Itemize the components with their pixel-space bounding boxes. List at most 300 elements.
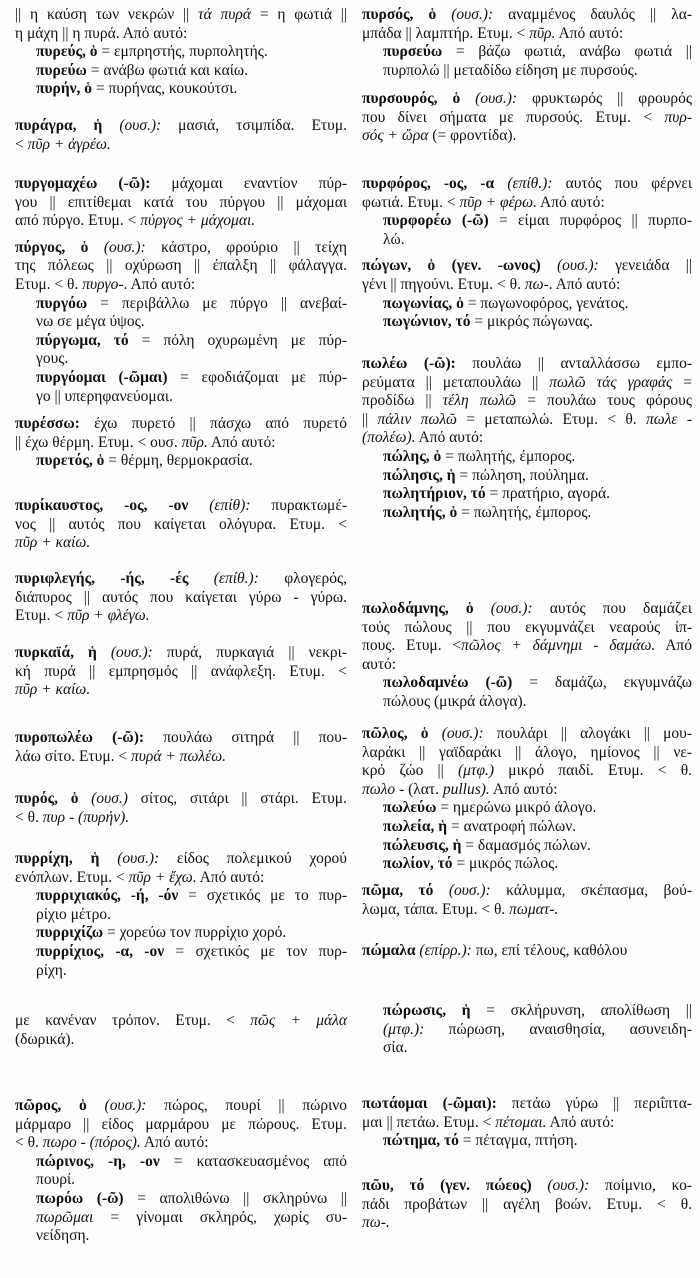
italic-text: (ουσ.): [473, 600, 533, 617]
headword: πυρήν, ὁ [36, 80, 93, 98]
italic-text: πῦρ. [181, 433, 208, 451]
derivative-entry [15, 1153, 347, 1190]
text-line [15, 790, 347, 809]
definition-text: της πόλεως || οχύρωση || έπαλξη || φάλαγγα. [15, 257, 347, 275]
definition-text: που δίνει σήματα με πυρσούς. Ετυμ. < [362, 108, 665, 126]
italic-text: σός + ὤρα [362, 127, 429, 145]
definition-text: μάρμαρο || είδος μαρμάρου με πώρους. Ετυμ. [15, 1115, 347, 1133]
text-line [15, 1134, 347, 1153]
text-line [362, 392, 692, 411]
definition-text: = μεταπωλώ. Ετυμ. < θ. [457, 410, 646, 428]
derivative-entry [15, 452, 347, 471]
definition-text: Από αυτό: [536, 193, 605, 211]
definition-text: γενειάδα || [598, 257, 693, 275]
dictionary-entry [362, 600, 692, 712]
italic-text: (ουσ.): [460, 90, 518, 107]
text-line [383, 1132, 692, 1151]
definition-text: πυρά, πυρκαγιά || νεκρι- [152, 644, 348, 661]
definition-text: = θέρμη, θερμοκρασία. [104, 452, 253, 470]
headword: πωτάομαι (-ῶμαι): [362, 1095, 497, 1112]
italic-text: πῦρ + ἀγρέω. [27, 135, 111, 153]
text-line [362, 276, 692, 295]
definition-text: μασιά, τσιμπίδα. Ετυμ. [161, 117, 348, 134]
definition-text: = πωλητής, έμπορος. [457, 503, 592, 521]
text-line [36, 369, 347, 388]
definition-text: φωτιά. Ετυμ. < [362, 193, 460, 211]
definition-text: Από [655, 637, 692, 655]
headword: πυροπωλέω (-ῶ): [15, 729, 145, 746]
text-line [36, 332, 347, 351]
headword: πυρκαϊά, ἡ [15, 644, 97, 661]
text-line [36, 887, 347, 906]
dictionary-entry [15, 570, 347, 626]
text-line [36, 388, 347, 407]
headword: πυρσουρός, ὁ [362, 90, 461, 107]
definition-text: = μικρός πώγωνας. [470, 313, 593, 331]
text-line [15, 239, 347, 258]
headword: πώλης, ὁ [383, 447, 442, 465]
headword: πῶλος, ὁ [362, 725, 429, 742]
italic-text: πῦρ + ἔχω. [128, 868, 197, 886]
text-line [362, 194, 692, 213]
definition-text: < θ. [15, 1134, 43, 1152]
definition-text: = μικρός πώλος. [452, 855, 559, 873]
text-line [15, 175, 347, 194]
text-line [362, 429, 692, 448]
definition-text: πώρος, πουρί || πώρινο [146, 1097, 348, 1114]
derivative-entry [15, 295, 347, 332]
definition-text: Ετυμ. < θ. [15, 275, 83, 293]
italic-text: πῶλος + δάμνημι - δαμάω. [461, 637, 656, 655]
definition-text: Από αυτό: [140, 1134, 209, 1152]
text-line [15, 748, 347, 767]
text-line [383, 799, 692, 818]
italic-text: (ουσ.): [433, 882, 491, 899]
definition-text: από πύργο. Ετυμ. < [15, 212, 141, 230]
definition-text: γο || υπερηφανεύομαι. [36, 387, 173, 405]
headword: πυρεύς, ὁ [36, 43, 98, 61]
definition-text: Από αυτό: [415, 429, 484, 447]
definition-text: νείδηση. [36, 1227, 90, 1245]
definition-text: = κατασκευασμένος από [159, 1152, 348, 1170]
definition-text: μάχομαι εναντίον πύρ- [150, 175, 347, 192]
definition-text: πουρί. [36, 1171, 76, 1189]
headword: πωλεία, ἡ [383, 817, 448, 835]
definition-text: = σχετικός με το πυρ- [178, 887, 347, 905]
dictionary-entry [362, 942, 692, 961]
italic-text: (ουσ.) [78, 790, 128, 807]
headword: πωλητήριον, τό [383, 485, 486, 503]
text-line [383, 1002, 692, 1021]
definition-text: αυτός που φέρνει [552, 175, 692, 192]
headword: πυρφόρος, -ος, -α [362, 175, 495, 192]
definition-text: σία. [383, 1039, 408, 1057]
italic-text: (ουσ.): [428, 725, 484, 742]
definition-text: πω, επί τέλους, καθόλου [471, 942, 628, 959]
text-line [383, 837, 692, 856]
text-line [15, 1012, 347, 1031]
text-line [15, 589, 347, 608]
text-line [383, 855, 692, 874]
definition-text: πυρπολώ || μεταδίδω είδηση με πυρσούς. [383, 61, 638, 79]
headword: πώμαλα [362, 942, 416, 959]
italic-text: πωρο - (πόρος). [42, 1134, 141, 1152]
text-line [362, 619, 692, 638]
definition-text: < θ. [15, 808, 43, 826]
italic-text: (ουσ.): [102, 117, 162, 134]
text-line [383, 212, 692, 231]
text-line [362, 374, 692, 393]
text-line [36, 906, 347, 925]
text-line [362, 637, 692, 656]
text-line [15, 516, 347, 535]
definition-text: = πόλη οχυρωμένη με πύρ- [128, 331, 347, 349]
text-line [15, 194, 347, 213]
headword: πώρωσις, ἡ [383, 1002, 471, 1019]
text-line [383, 693, 692, 712]
definition-text: κάστρο, φρούριο || τείχη [145, 238, 347, 256]
definition-text: είδος πολεμικού χορού [159, 850, 347, 867]
text-line [362, 744, 692, 763]
definition-text: γους. [36, 350, 69, 368]
definition-text: αυτός που δαμάζει [532, 600, 693, 617]
text-line [36, 1227, 347, 1246]
headword: πώλευσις, ἡ [383, 836, 462, 854]
italic-text: πῦρ + φλέγω. [67, 607, 150, 625]
headword: πώγων, ὁ (γεν. -ωνος) [362, 257, 541, 275]
dictionary-entry [362, 1095, 692, 1151]
definition-text: πους. Ετυμ. < [362, 637, 462, 655]
definition-text: = απολιθώνω || σκληρύνω || [123, 1189, 347, 1207]
text-line [362, 942, 692, 961]
italic-text: πῶς + μάλα [250, 1012, 347, 1029]
headword: πυρέσσω: [15, 415, 80, 432]
headword: πυρετός, ὁ [36, 452, 105, 470]
dictionary-entry [15, 1012, 347, 1049]
definition-text: προδίδω || [362, 392, 443, 410]
text-line [362, 175, 692, 194]
italic-text: τέλη πωλῶ [442, 392, 517, 410]
headword: πώλησις, ἡ [383, 466, 456, 484]
right-column [362, 0, 692, 1278]
definition-text: = βάζω φωτιά, ανάβω φωτιά || [442, 43, 692, 61]
text-line [383, 485, 692, 504]
definition-text: νω σε μέγα ύψος. [36, 313, 145, 331]
text-line [15, 257, 347, 276]
text-line [15, 212, 347, 231]
italic-text: (επίρρ.): [415, 942, 472, 959]
text-line [36, 452, 347, 471]
definition-text: η μάχη || η πυρά. Από αυτό: [15, 24, 188, 42]
derivative-entry [362, 799, 692, 818]
text-line [15, 25, 347, 44]
dictionary-entry [15, 117, 347, 154]
text-line [362, 1114, 692, 1133]
definition-text: διάπυρος || αυτός που καίγεται γύρω - γύρω. [15, 588, 347, 606]
derivative-entry [15, 332, 347, 369]
definition-text: μικρό παιδί. Ετυμ. < θ. [494, 762, 693, 780]
italic-text: πύργος + μάχομαι. [140, 212, 256, 230]
italic-text: πάλιν πωλῶ [377, 410, 457, 428]
definition-text: = η φωτιά || [251, 6, 347, 23]
text-line [383, 62, 692, 81]
dictionary-entry [15, 850, 347, 980]
italic-text: πῦρ. [529, 24, 556, 42]
derivative-entry [362, 295, 692, 314]
derivative-entry [362, 313, 692, 332]
definition-text: = [672, 373, 692, 391]
dictionary-entry [15, 497, 347, 553]
definition-text: κή πυρά || εμπρησμός || ανάφλεξη. Ετυμ. < [15, 662, 347, 680]
text-line [36, 1190, 347, 1209]
headword: πωγωνίας, ὁ [383, 294, 464, 312]
definition-text: || η καύση των νεκρών || [15, 6, 199, 23]
dictionary-entry [15, 644, 347, 700]
derivative-entry [15, 924, 347, 943]
headword: πώρινος, -η, -ον [36, 1152, 160, 1170]
text-line [362, 1177, 692, 1196]
text-line [383, 295, 692, 314]
definition-text: λώ. [383, 230, 405, 248]
text-line [15, 136, 347, 155]
dictionary-entry [362, 90, 692, 146]
italic-text: πῦρ + φέρω. [459, 193, 537, 211]
text-line [362, 109, 692, 128]
text-line [362, 781, 692, 800]
definition-text: = πωλητής, έμπορος. [441, 447, 576, 465]
definition-text: = ανατροφή πώλων. [447, 817, 577, 835]
text-line [362, 725, 692, 744]
dictionary-entry [15, 239, 347, 406]
text-line [362, 656, 692, 675]
text-line [15, 607, 347, 626]
italic-text: πωλο - [362, 780, 405, 798]
text-line [15, 850, 347, 869]
text-line [362, 90, 692, 109]
headword: πυρριχιακός, -ή, -όν [36, 887, 179, 905]
definition-text: . Από αυτό: [548, 275, 621, 293]
italic-text: πω-. [362, 1214, 390, 1232]
definition-text: = ημερώνω μικρό άλογο. [436, 799, 597, 817]
text-line [36, 350, 347, 369]
text-line [383, 43, 692, 62]
definition-text: = πωγωνοφόρος, γενάτος. [463, 294, 629, 312]
headword: πωρόω (-ῶ) [36, 1189, 124, 1207]
headword: πυράγρα, ἡ [15, 117, 103, 134]
italic-text: πῦρ + καίω. [15, 681, 91, 699]
definition-text: πετάω γύρω || περιΐπτα- [496, 1095, 692, 1112]
definition-text: . Από αυτό: [123, 275, 196, 293]
text-line [362, 25, 692, 44]
derivative-entry [15, 80, 347, 99]
italic-text: πυργο- [82, 275, 124, 293]
text-line [362, 6, 692, 25]
text-line [15, 644, 347, 663]
headword: πυργομαχέω (-ῶ): [15, 175, 151, 192]
definition-text: τούς πώλους || που εκγυμνάζει νεαρούς ίπ- [362, 618, 692, 636]
dictionary-entry [15, 1097, 347, 1246]
italic-text: (πολέω). [362, 429, 416, 447]
text-line [15, 1097, 347, 1116]
definition-text: αυτό: [362, 655, 397, 673]
definition-text: = πώληση, πούλημα. [455, 466, 589, 484]
italic-text: (ουσ.): [436, 6, 494, 23]
headword: πυργόω [36, 294, 88, 312]
headword: πυρριχίζω [36, 924, 104, 942]
italic-text: (ουσ.): [86, 1097, 147, 1114]
definition-text: με κανέναν τρόπον. Ετυμ. < [15, 1012, 251, 1029]
text-line [36, 943, 347, 962]
text-line [362, 882, 692, 901]
italic-text: πυρ- [664, 108, 692, 126]
definition-text: νος || αυτός που καίγεται ολόγυρα. Ετυμ. < [15, 515, 347, 533]
headword: πυρσεύω [383, 43, 443, 61]
definition-text: = πυρήνας, κουκούτσι. [92, 80, 238, 98]
derivative-entry [362, 467, 692, 486]
definition-text: κρό ζώο || [362, 762, 458, 780]
text-line [15, 434, 347, 453]
definition-text: φρυκτωρός || φρουρός [517, 90, 692, 107]
text-line [15, 681, 347, 700]
italic-text: πω- [524, 275, 549, 293]
derivative-entry [362, 485, 692, 504]
dictionary-entry [362, 6, 692, 80]
italic-text: πωλῶ τάς γραφάς [549, 373, 673, 391]
italic-text: (επίθ.): [494, 175, 553, 192]
dictionary-entry [15, 415, 347, 471]
headword: πώτημα, τό [383, 1132, 459, 1150]
headword: πωγώνιον, τό [383, 313, 471, 331]
text-line [36, 43, 347, 62]
text-line [362, 1095, 692, 1114]
text-line [383, 448, 692, 467]
headword: πυρσός, ὁ [362, 6, 437, 23]
italic-text: pullus). [442, 780, 490, 798]
derivative-entry [15, 62, 347, 81]
text-line [36, 1153, 347, 1172]
headword: πυρεύω [36, 61, 87, 79]
definition-text: (= φροντίδα). [428, 127, 517, 145]
italic-text: (ουσ.): [531, 1177, 590, 1194]
definition-text: || έχω θέρμη. Ετυμ. < ουσ. [15, 433, 182, 451]
derivative-entry [362, 1002, 692, 1058]
headword: πωλοδαμνέω (-ῶ) [383, 674, 513, 692]
headword: πυρός, ὁ [15, 790, 79, 807]
dictionary-entry [15, 790, 347, 827]
text-line [362, 127, 692, 146]
definition-text: πυρακτωμέ- [250, 497, 347, 514]
definition-text: = δαμάζω, εκγυμνάζω [512, 674, 692, 692]
definition-text: = σκλήρυνση, απολίθωση || [470, 1002, 692, 1019]
headword: πωλοδάμνης, ὁ [362, 600, 474, 617]
derivative-entry [362, 212, 692, 249]
derivative-entry [15, 1190, 347, 1246]
text-line [383, 231, 692, 250]
italic-text: τά πυρά [198, 6, 251, 23]
definition-text: = πουλάω τους φόρους [516, 392, 692, 410]
definition-text: Από αυτό: [546, 1113, 615, 1131]
definition-text: = περιβάλλω με πύργο || ανεβαί- [87, 294, 347, 312]
definition-text: Ετυμ. < [15, 607, 68, 625]
italic-text: πωλε - [645, 410, 692, 428]
derivative-entry [362, 504, 692, 523]
text-line [15, 570, 347, 589]
text-line [383, 1039, 692, 1058]
text-line [383, 674, 692, 693]
derivative-entry [15, 43, 347, 62]
italic-text: πωρῶμαι [36, 1208, 94, 1226]
italic-text: (μτφ.): [383, 1020, 425, 1038]
definition-text: = πρατήριο, αγορά. [485, 485, 610, 503]
dictionary-entry [362, 882, 692, 919]
dictionary-entry [15, 6, 347, 99]
text-line [15, 729, 347, 748]
derivative-entry [362, 855, 692, 874]
text-line [362, 1196, 692, 1215]
definition-text: = πέταγμα, πτήση. [458, 1132, 578, 1150]
definition-text: φλογερός, [258, 570, 347, 587]
definition-text: < [15, 135, 28, 153]
text-line [15, 534, 347, 553]
derivative-entry [15, 943, 347, 980]
definition-text: = χορεύω τον πυρρίχιο χορό. [103, 924, 287, 942]
definition-text: Από αυτό: [489, 780, 558, 798]
headword: πωλίον, τό [383, 855, 453, 873]
headword: πυρρίχιος, -α, -ον [36, 942, 165, 960]
definition-text: = εφοδιάζομαι με πύρ- [167, 368, 347, 386]
italic-text: (μτφ.) [457, 762, 495, 780]
italic-text: (ουσ.): [88, 238, 146, 256]
text-line [15, 1031, 347, 1050]
dictionary-entry [362, 1177, 692, 1233]
text-line [383, 313, 692, 332]
definition-text: πώρωση, αναισθησία, ασυνειδη- [424, 1020, 692, 1038]
definition-text: Από αυτό: [555, 24, 624, 42]
derivative-entry [362, 43, 692, 80]
text-line [15, 869, 347, 888]
text-line [36, 313, 347, 332]
italic-text: πῦρ + καίω. [15, 534, 91, 552]
definition-text: (λατ. [404, 780, 443, 798]
text-line [362, 257, 692, 276]
italic-text: πωματ-. [509, 900, 559, 918]
definition-text: ρίχιο μέτρο. [36, 905, 111, 923]
definition-text: ενόπλων. Ετυμ. < [15, 868, 129, 886]
dictionary-entry [362, 355, 692, 522]
dictionary-entry [362, 1002, 692, 1058]
dictionary-entry [15, 175, 347, 231]
text-line [15, 497, 347, 516]
definition-text: μπάδα || λαμπτήρ. Ετυμ. < [362, 24, 530, 42]
definition-text: μαι || πετάω. Ετυμ. < [362, 1113, 496, 1131]
definition-text: Από αυτό: [207, 433, 276, 451]
headword: πυργόομαι (-ῶμαι) [36, 368, 168, 386]
derivative-entry [15, 887, 347, 924]
italic-text: (ουσ.): [96, 644, 153, 661]
text-line [15, 276, 347, 295]
text-line [36, 1171, 347, 1190]
headword: πωλεύω [383, 799, 437, 817]
definition-text: πουλάω || ανταλλάσσω εμπο- [455, 355, 692, 372]
definition-text: ρεύματα || μεταπουλάω || [362, 373, 550, 391]
headword: πυρρίχη, ἡ [15, 850, 100, 867]
headword: πύργωμα, τό [36, 331, 129, 349]
text-line [383, 1021, 692, 1040]
text-line [362, 762, 692, 781]
definition-text: || [362, 410, 378, 428]
text-line [15, 663, 347, 682]
definition-text: = εμπρηστής, πυρπολητής. [97, 43, 268, 61]
